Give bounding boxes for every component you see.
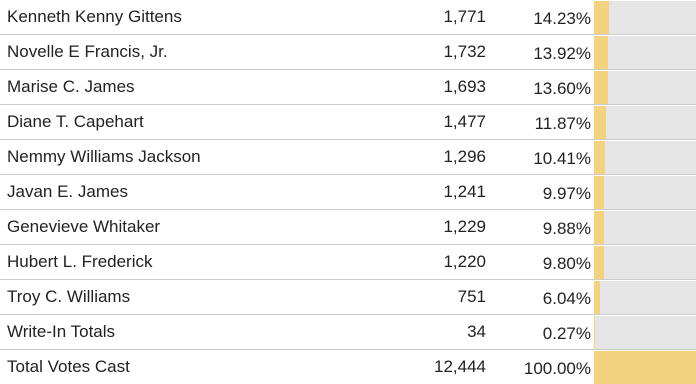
- candidate-name: Hubert L. Frederick: [0, 245, 400, 280]
- candidate-row: [0, 105, 696, 140]
- vote-share-bar-fill: [594, 106, 606, 139]
- vote-percent: 9.88%: [495, 210, 594, 245]
- candidate-row: [0, 280, 696, 315]
- vote-share-bar-cell: [594, 210, 696, 245]
- vote-share-bar-cell: [594, 70, 696, 105]
- vote-share-bar-track: [594, 281, 696, 314]
- candidate-name: Troy C. Williams: [0, 280, 400, 315]
- vote-percent: 10.41%: [495, 140, 594, 175]
- candidate-name: Total Votes Cast: [0, 350, 400, 384]
- candidate-name: Nemmy Williams Jackson: [0, 140, 400, 175]
- vote-share-bar-cell: [594, 140, 696, 175]
- vote-count: 1,477: [400, 105, 495, 140]
- vote-share-bar-track: [594, 141, 696, 174]
- candidate-name: Javan E. James: [0, 175, 400, 210]
- candidate-row: [0, 210, 696, 245]
- candidate-row: [0, 140, 696, 175]
- vote-share-bar-fill: [594, 36, 608, 69]
- vote-share-bar-cell: [594, 315, 696, 350]
- vote-share-bar-cell: [594, 280, 696, 315]
- candidate-row: [0, 315, 696, 350]
- candidate-name: Diane T. Capehart: [0, 105, 400, 140]
- vote-share-bar-fill: [594, 246, 604, 279]
- candidate-name: Kenneth Kenny Gittens: [0, 0, 400, 35]
- vote-share-bar-fill: [594, 1, 609, 34]
- vote-percent: 9.80%: [495, 245, 594, 280]
- vote-share-bar-fill: [594, 141, 605, 174]
- candidate-name: Novelle E Francis, Jr.: [0, 35, 400, 70]
- vote-share-bar-cell: [594, 350, 696, 384]
- candidate-row: [0, 70, 696, 105]
- candidate-row: [0, 35, 696, 70]
- vote-share-bar-track: [594, 106, 696, 139]
- vote-share-bar-fill: [594, 211, 604, 244]
- vote-share-bar-fill: [594, 176, 604, 209]
- vote-share-bar-fill: [594, 351, 696, 384]
- vote-percent: 9.97%: [495, 175, 594, 210]
- vote-count: 1,771: [400, 0, 495, 35]
- vote-share-bar-track: [594, 36, 696, 69]
- vote-percent: 0.27%: [495, 315, 594, 350]
- candidate-name: Write-In Totals: [0, 315, 400, 350]
- vote-percent: 100.00%: [495, 350, 594, 384]
- total-row: [0, 350, 696, 384]
- vote-share-bar-track: [594, 351, 696, 384]
- vote-share-bar-track: [594, 71, 696, 104]
- candidate-row: [0, 175, 696, 210]
- vote-percent: 11.87%: [495, 105, 594, 140]
- candidate-row: [0, 245, 696, 280]
- vote-share-bar-fill: [594, 71, 608, 104]
- vote-count: 1,732: [400, 35, 495, 70]
- vote-share-bar-cell: [594, 0, 696, 35]
- vote-percent: 14.23%: [495, 0, 594, 35]
- vote-share-bar-track: [594, 316, 696, 349]
- vote-share-bar-cell: [594, 245, 696, 280]
- vote-percent: 6.04%: [495, 280, 594, 315]
- vote-count: 1,241: [400, 175, 495, 210]
- vote-count: 1,693: [400, 70, 495, 105]
- vote-count: 12,444: [400, 350, 495, 384]
- vote-count: 1,296: [400, 140, 495, 175]
- vote-share-bar-track: [594, 1, 696, 34]
- vote-share-bar-track: [594, 246, 696, 279]
- vote-count: 1,229: [400, 210, 495, 245]
- candidate-row: [0, 0, 696, 35]
- vote-share-bar-cell: [594, 175, 696, 210]
- candidate-name: Marise C. James: [0, 70, 400, 105]
- vote-share-bar-fill: [594, 281, 600, 314]
- vote-percent: 13.92%: [495, 35, 594, 70]
- candidate-name: Genevieve Whitaker: [0, 210, 400, 245]
- vote-share-bar-cell: [594, 105, 696, 140]
- vote-count: 751: [400, 280, 495, 315]
- vote-share-bar-track: [594, 211, 696, 244]
- vote-share-bar-cell: [594, 35, 696, 70]
- vote-share-bar-fill: [594, 316, 595, 349]
- vote-count: 34: [400, 315, 495, 350]
- vote-count: 1,220: [400, 245, 495, 280]
- vote-percent: 13.60%: [495, 70, 594, 105]
- vote-share-bar-track: [594, 176, 696, 209]
